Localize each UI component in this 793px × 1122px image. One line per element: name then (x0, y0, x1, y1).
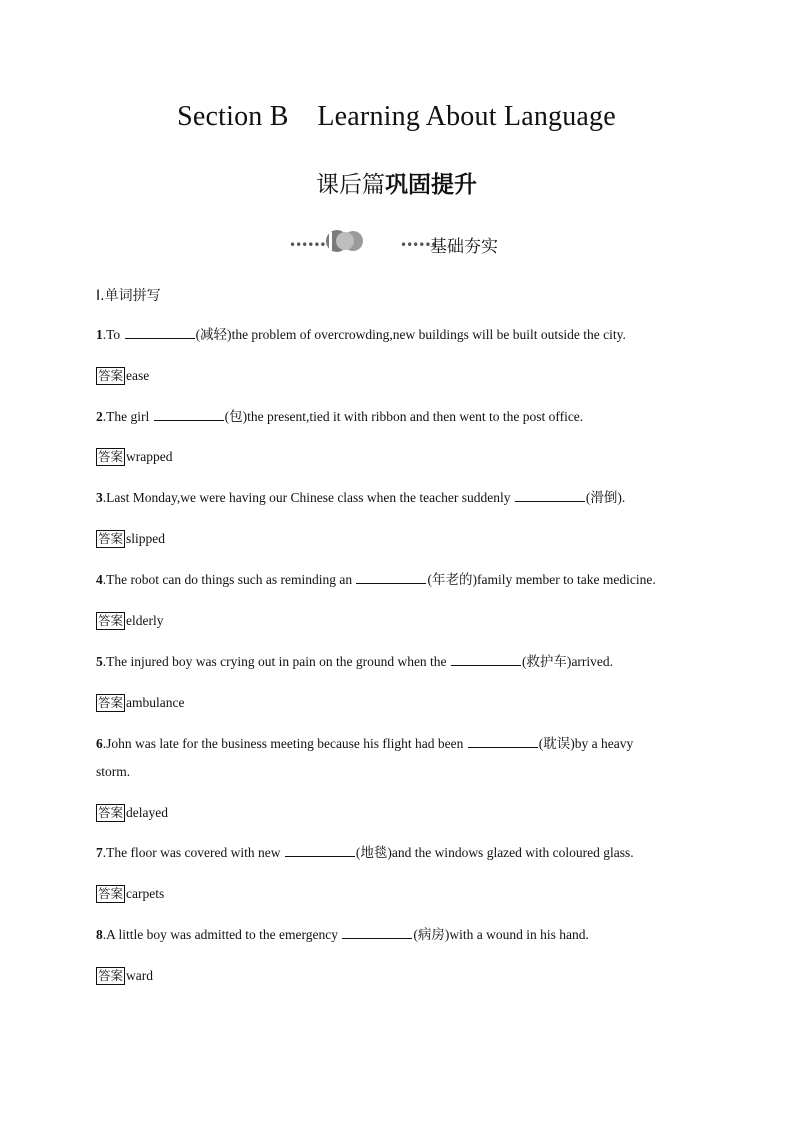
answer-text: ambulance (126, 695, 185, 710)
answer-blank (468, 735, 538, 748)
question-text-after: . (621, 490, 626, 505)
question-text-after: by a heavy (574, 736, 634, 751)
answer-blank (451, 653, 521, 666)
question-6 (96, 730, 633, 786)
answer-4 (96, 612, 164, 630)
answer-6 (96, 804, 168, 822)
question-text-before: .Last Monday,we were having our Chinese class when the teacher suddenly (102, 490, 514, 505)
answer-text: slipped (126, 531, 166, 546)
subtitle-normal: 课后篇 (316, 172, 385, 198)
answer-5 (96, 694, 185, 712)
question-number: 5 (96, 654, 103, 669)
answer-8 (96, 967, 153, 985)
dotted-line-right: •••••• (400, 238, 437, 252)
question-hint: (救护车) (521, 654, 572, 669)
answer-tag: 答案 (98, 613, 124, 628)
answer-tag: 答案 (98, 531, 124, 546)
question-hint: (滑倒) (585, 490, 622, 505)
question-number: 8 (96, 927, 103, 942)
question-number: 7 (96, 845, 103, 860)
answer-text: ease (126, 368, 150, 383)
question-text-before: .The girl (102, 409, 153, 424)
question-5 (96, 648, 613, 676)
question-text-before: .The floor was covered with new (102, 845, 284, 860)
question-text-after: family member to take medicine. (476, 572, 656, 587)
question-hint: (年老的) (427, 572, 477, 587)
answer-7 (96, 885, 164, 903)
question-text-before: .The injured boy was crying out in pain on the ground when the (102, 654, 450, 669)
question-text-after: the present,tied it with ribbon and then went to the post office. (247, 409, 584, 424)
question-text-after: arrived. (571, 654, 614, 669)
answer-blank (285, 844, 355, 857)
question-text-after: with a wound in his hand. (449, 927, 589, 942)
question-text-before: .John was late for the business meeting because his flight had been (102, 736, 467, 751)
answer-text: carpets (126, 886, 165, 901)
answer-text: elderly (126, 613, 164, 628)
question-text-after: and the windows glazed with coloured glass. (391, 845, 634, 860)
question-7 (96, 839, 634, 867)
badge-icon (323, 229, 369, 253)
question-number: 6 (96, 736, 103, 751)
question-hint: (地毯) (355, 845, 392, 860)
answer-2 (96, 448, 173, 466)
question-4 (96, 566, 656, 594)
question-text-before: .The robot can do things such as reminding an (102, 572, 356, 587)
answer-text: wrapped (126, 449, 173, 464)
question-hint: (减轻) (195, 327, 232, 342)
answer-tag: 答案 (98, 968, 124, 983)
dotted-line-left: •••••• (289, 238, 326, 252)
question-text-after: the problem of overcrowding,new buildings will be built outside the city. (231, 327, 626, 342)
section-divider (289, 229, 529, 257)
question-number: 4 (96, 572, 103, 587)
question-hint: (耽误) (538, 736, 575, 751)
answer-tag: 答案 (98, 886, 124, 901)
question-1 (96, 321, 626, 349)
answer-3 (96, 530, 165, 548)
section-label: 基础夯实 (430, 237, 498, 257)
answer-tag: 答案 (98, 805, 124, 820)
answer-blank (342, 926, 412, 939)
answer-text: delayed (126, 805, 168, 820)
answer-blank (154, 408, 224, 421)
page-subtitle (0, 166, 793, 199)
question-2 (96, 403, 583, 431)
question-3 (96, 484, 625, 512)
question-hint: (病房) (413, 927, 450, 942)
answer-tag: 答案 (98, 695, 124, 710)
question-text-before: .To (102, 327, 124, 342)
question-hint: (包) (224, 409, 248, 424)
question-number: 3 (96, 490, 103, 505)
answer-blank (515, 489, 585, 502)
subtitle-bold: 巩固提升 (385, 172, 477, 198)
page-title: Section B Learning About Language (177, 101, 616, 132)
answer-blank (125, 326, 195, 339)
question-text-before: .A little boy was admitted to the emergency (102, 927, 342, 942)
question-number: 2 (96, 409, 103, 424)
answer-1 (96, 367, 149, 385)
question-number: 1 (96, 327, 103, 342)
question-text-line2: storm. (96, 764, 131, 779)
answer-blank (356, 571, 426, 584)
answer-text: ward (126, 968, 154, 983)
answer-tag: 答案 (98, 449, 124, 464)
answer-tag: 答案 (98, 368, 124, 383)
question-8 (96, 921, 589, 949)
part-heading: Ⅰ.单词拼写 (96, 288, 161, 304)
